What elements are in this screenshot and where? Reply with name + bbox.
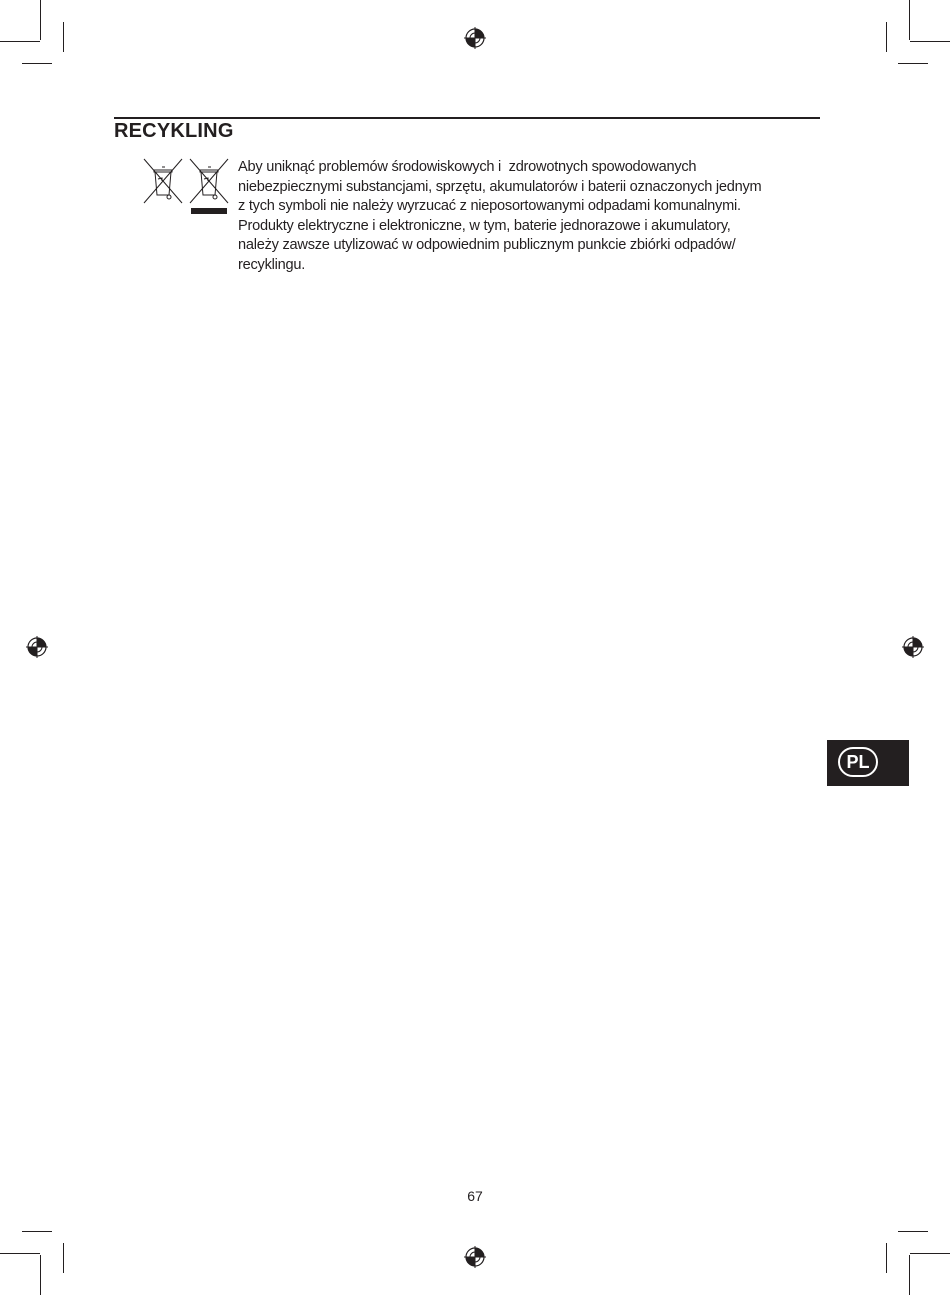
crop-mark [22,63,52,64]
paragraph-line: Aby uniknąć problemów środowiskowych i zdrowotnych spowodowanych [238,159,697,175]
crop-mark [40,0,41,40]
crossed-out-bin-icon [144,159,182,203]
paragraph-line: należy zawsze utylizować w odpowiednim publicznym punkcie zbiórki odpadów/ [238,237,736,253]
recycling-paragraph [238,158,818,275]
paragraph-line: niebezpiecznymi substancjami, sprzętu, akumulatorów i baterii oznaczonych jednym [238,178,762,195]
registration-mark-icon [464,27,486,49]
crop-mark [910,1253,950,1254]
language-label: PL [846,751,870,772]
section-rule [114,117,820,119]
language-tab [827,740,909,786]
crop-mark [886,22,887,52]
section-heading: RECYKLING [114,120,234,142]
crop-mark [0,41,40,42]
weee-symbols [142,157,232,217]
paragraph-line: Produkty elektryczne i elektroniczne, w tym, baterie jednorazowe i akumulatory, [238,217,731,234]
crop-mark [898,1231,928,1232]
registration-mark-icon [26,636,48,658]
page-number: 67 [467,1188,483,1204]
paragraph-line: z tych symboli nie należy wyrzucać z nieposortowanymi odpadami komunalnymi. [238,198,741,214]
crop-mark [910,41,950,42]
crop-mark [0,1253,40,1254]
registration-mark-icon [902,636,924,658]
crossed-out-bin-with-bar-icon [190,159,228,203]
crop-mark [63,22,64,52]
crop-mark [886,1243,887,1273]
crop-mark [909,1255,910,1295]
language-badge [838,747,878,777]
registration-mark-icon [464,1246,486,1268]
crop-mark [22,1231,52,1232]
crop-mark [63,1243,64,1273]
crop-mark [898,63,928,64]
crop-mark [40,1255,41,1295]
crop-mark [909,0,910,40]
bin-underline-bar [191,208,227,214]
paragraph-line: recyklingu. [238,256,306,273]
